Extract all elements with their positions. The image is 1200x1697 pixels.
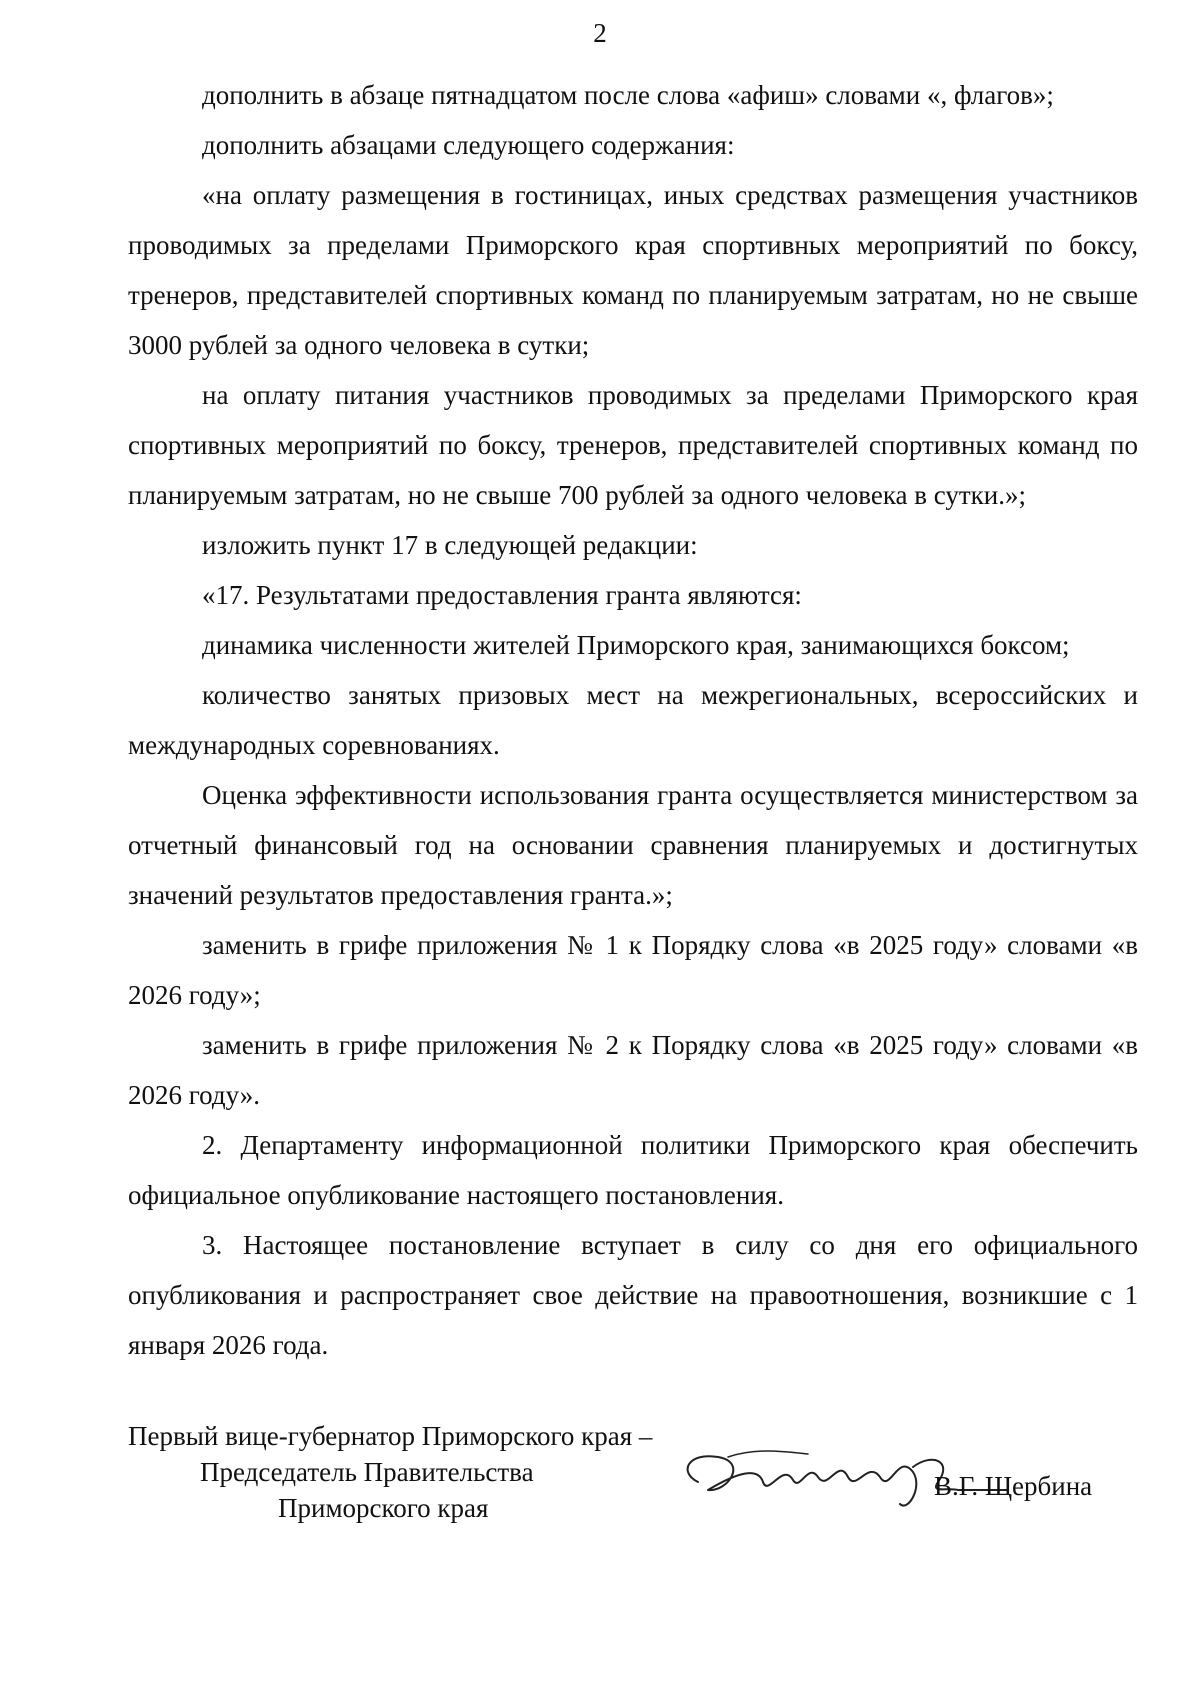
paragraph: на оплату питания участников проводимых за пределами Приморского края спортивных мероприятий по боксу, тренеров, представителей спортивных команд по планируемым затратам, но не свыше 700 рублей за одного человека в сутки.»;	[128, 380, 1138, 510]
signatory-position-line: Приморского края	[278, 1493, 489, 1523]
signatory-position-line: Первый вице-губернатор Приморского края –	[128, 1421, 653, 1451]
paragraph: заменить в грифе приложения № 2 к Порядку слова «в 2025 году» словами «в 2026 году».	[128, 1030, 1138, 1110]
paragraph: «на оплату размещения в гостиницах, иных средствах размещения участников проводимых за пределами Приморского края спортивных мероприятий по боксу, тренеров, представителей спортивных команд по планируемым затратам, но не свыше 3000 рублей за одного человека в сутки;	[128, 180, 1138, 360]
paragraph: 3. Настоящее постановление вступает в силу со дня его официального опубликования и распространяет свое действие на правоотношения, возникшие с 1 января 2026 года.	[128, 1230, 1138, 1360]
paragraph: заменить в грифе приложения № 1 к Порядку слова «в 2025 году» словами «в 2026 году»;	[128, 930, 1138, 1010]
paragraph: Оценка эффективности использования гранта осуществляется министерством за отчетный финансовый год на основании сравнения планируемых и достигнутых значений результатов предоставления гранта.»;	[128, 780, 1138, 910]
signatory-name: В.Г. Щербина	[934, 1471, 1093, 1501]
signatory-position-line: Председатель Правительства	[200, 1457, 534, 1487]
signature-block	[128, 1418, 1138, 1538]
paragraph: «17. Результатами предоставления гранта являются:	[202, 580, 802, 610]
page-number: 2	[593, 18, 607, 48]
paragraph: 2. Департаменту информационной политики Приморского края обеспечить официальное опубликование настоящего постановления.	[128, 1130, 1138, 1210]
paragraph: количество занятых призовых мест на межрегиональных, всероссийских и международных соревнованиях.	[128, 680, 1138, 760]
paragraph: динамика численности жителей Приморского края, занимающихся боксом;	[202, 630, 1070, 660]
paragraph: изложить пункт 17 в следующей редакции:	[202, 530, 698, 560]
document-body	[128, 70, 1138, 1370]
paragraph: дополнить в абзаце пятнадцатом после слова «афиш» словами «, флагов»;	[202, 80, 1054, 110]
paragraph: дополнить абзацами следующего содержания:	[202, 130, 735, 160]
